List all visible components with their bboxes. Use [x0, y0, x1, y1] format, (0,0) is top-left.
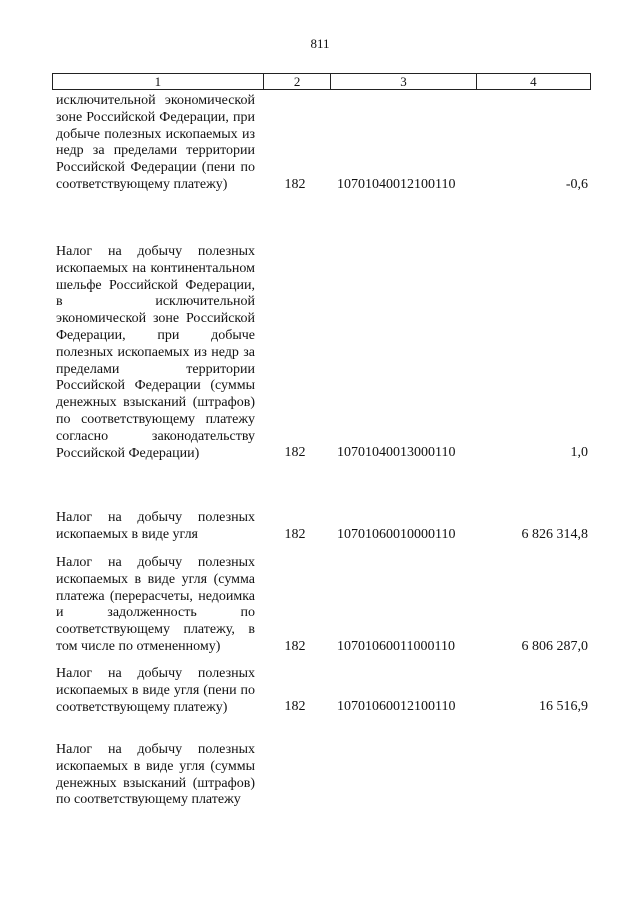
table-row [56, 510, 591, 544]
row-description: исключительной экономической зоне Российской Федерации, при добыче полезных ископаемых из недр за пределами территории Российской Федерации (пени по соответствующему платежу) [56, 93, 255, 192]
row-description: Налог на добычу полезных ископаемых в виде угля (пени по соответствующему платежу) [56, 666, 255, 715]
row-code: 182 [284, 176, 306, 192]
table-header [52, 73, 591, 90]
table-row [56, 93, 591, 194]
table-row [56, 742, 591, 809]
row-kbk: 10701060012100110 [337, 699, 456, 715]
row-kbk: 10701040013000110 [337, 445, 456, 461]
row-description: Налог на добычу полезных ископаемых в виде угля (суммы денежных взысканий (штрафов) по соответствующему платежу [56, 742, 255, 808]
row-code: 182 [284, 526, 306, 542]
header-col-2: 2 [264, 74, 332, 89]
page-number: 811 [310, 36, 330, 51]
row-kbk: 10701060011000110 [337, 638, 455, 654]
row-amount: -0,6 [565, 176, 588, 192]
row-code: 182 [284, 638, 306, 654]
header-col-1: 1 [53, 74, 264, 89]
table-row [56, 666, 591, 716]
header-col-3: 3 [331, 74, 476, 89]
table-row [56, 555, 591, 656]
row-description: Налог на добычу полезных ископаемых на континентальном шельфе Российской Федерации, в исключительной экономической зоне Российской Федерации, при добыче полезных ископаемых из недр за пределами территории Российской Федерации (суммы денежных взысканий (штрафов) по соответствующему платежу согласно законодательству Российской Федерации) [56, 244, 255, 461]
row-kbk: 10701060010000110 [337, 526, 456, 542]
row-amount: 1,0 [570, 445, 588, 461]
row-description: Налог на добычу полезных ископаемых в виде угля (сумма платежа (перерасчеты, недоимка и задолженность по соответствующему платежу, в том числе по отмененному) [56, 555, 255, 654]
table-row [56, 244, 591, 462]
row-amount: 6 806 287,0 [521, 638, 588, 654]
row-description: Налог на добычу полезных ископаемых в виде угля [56, 510, 255, 542]
row-code: 182 [284, 699, 306, 715]
row-amount: 6 826 314,8 [521, 526, 588, 542]
row-amount: 16 516,9 [539, 699, 588, 715]
row-code: 182 [284, 445, 306, 461]
header-col-4: 4 [530, 74, 537, 89]
row-kbk: 10701040012100110 [337, 176, 456, 192]
